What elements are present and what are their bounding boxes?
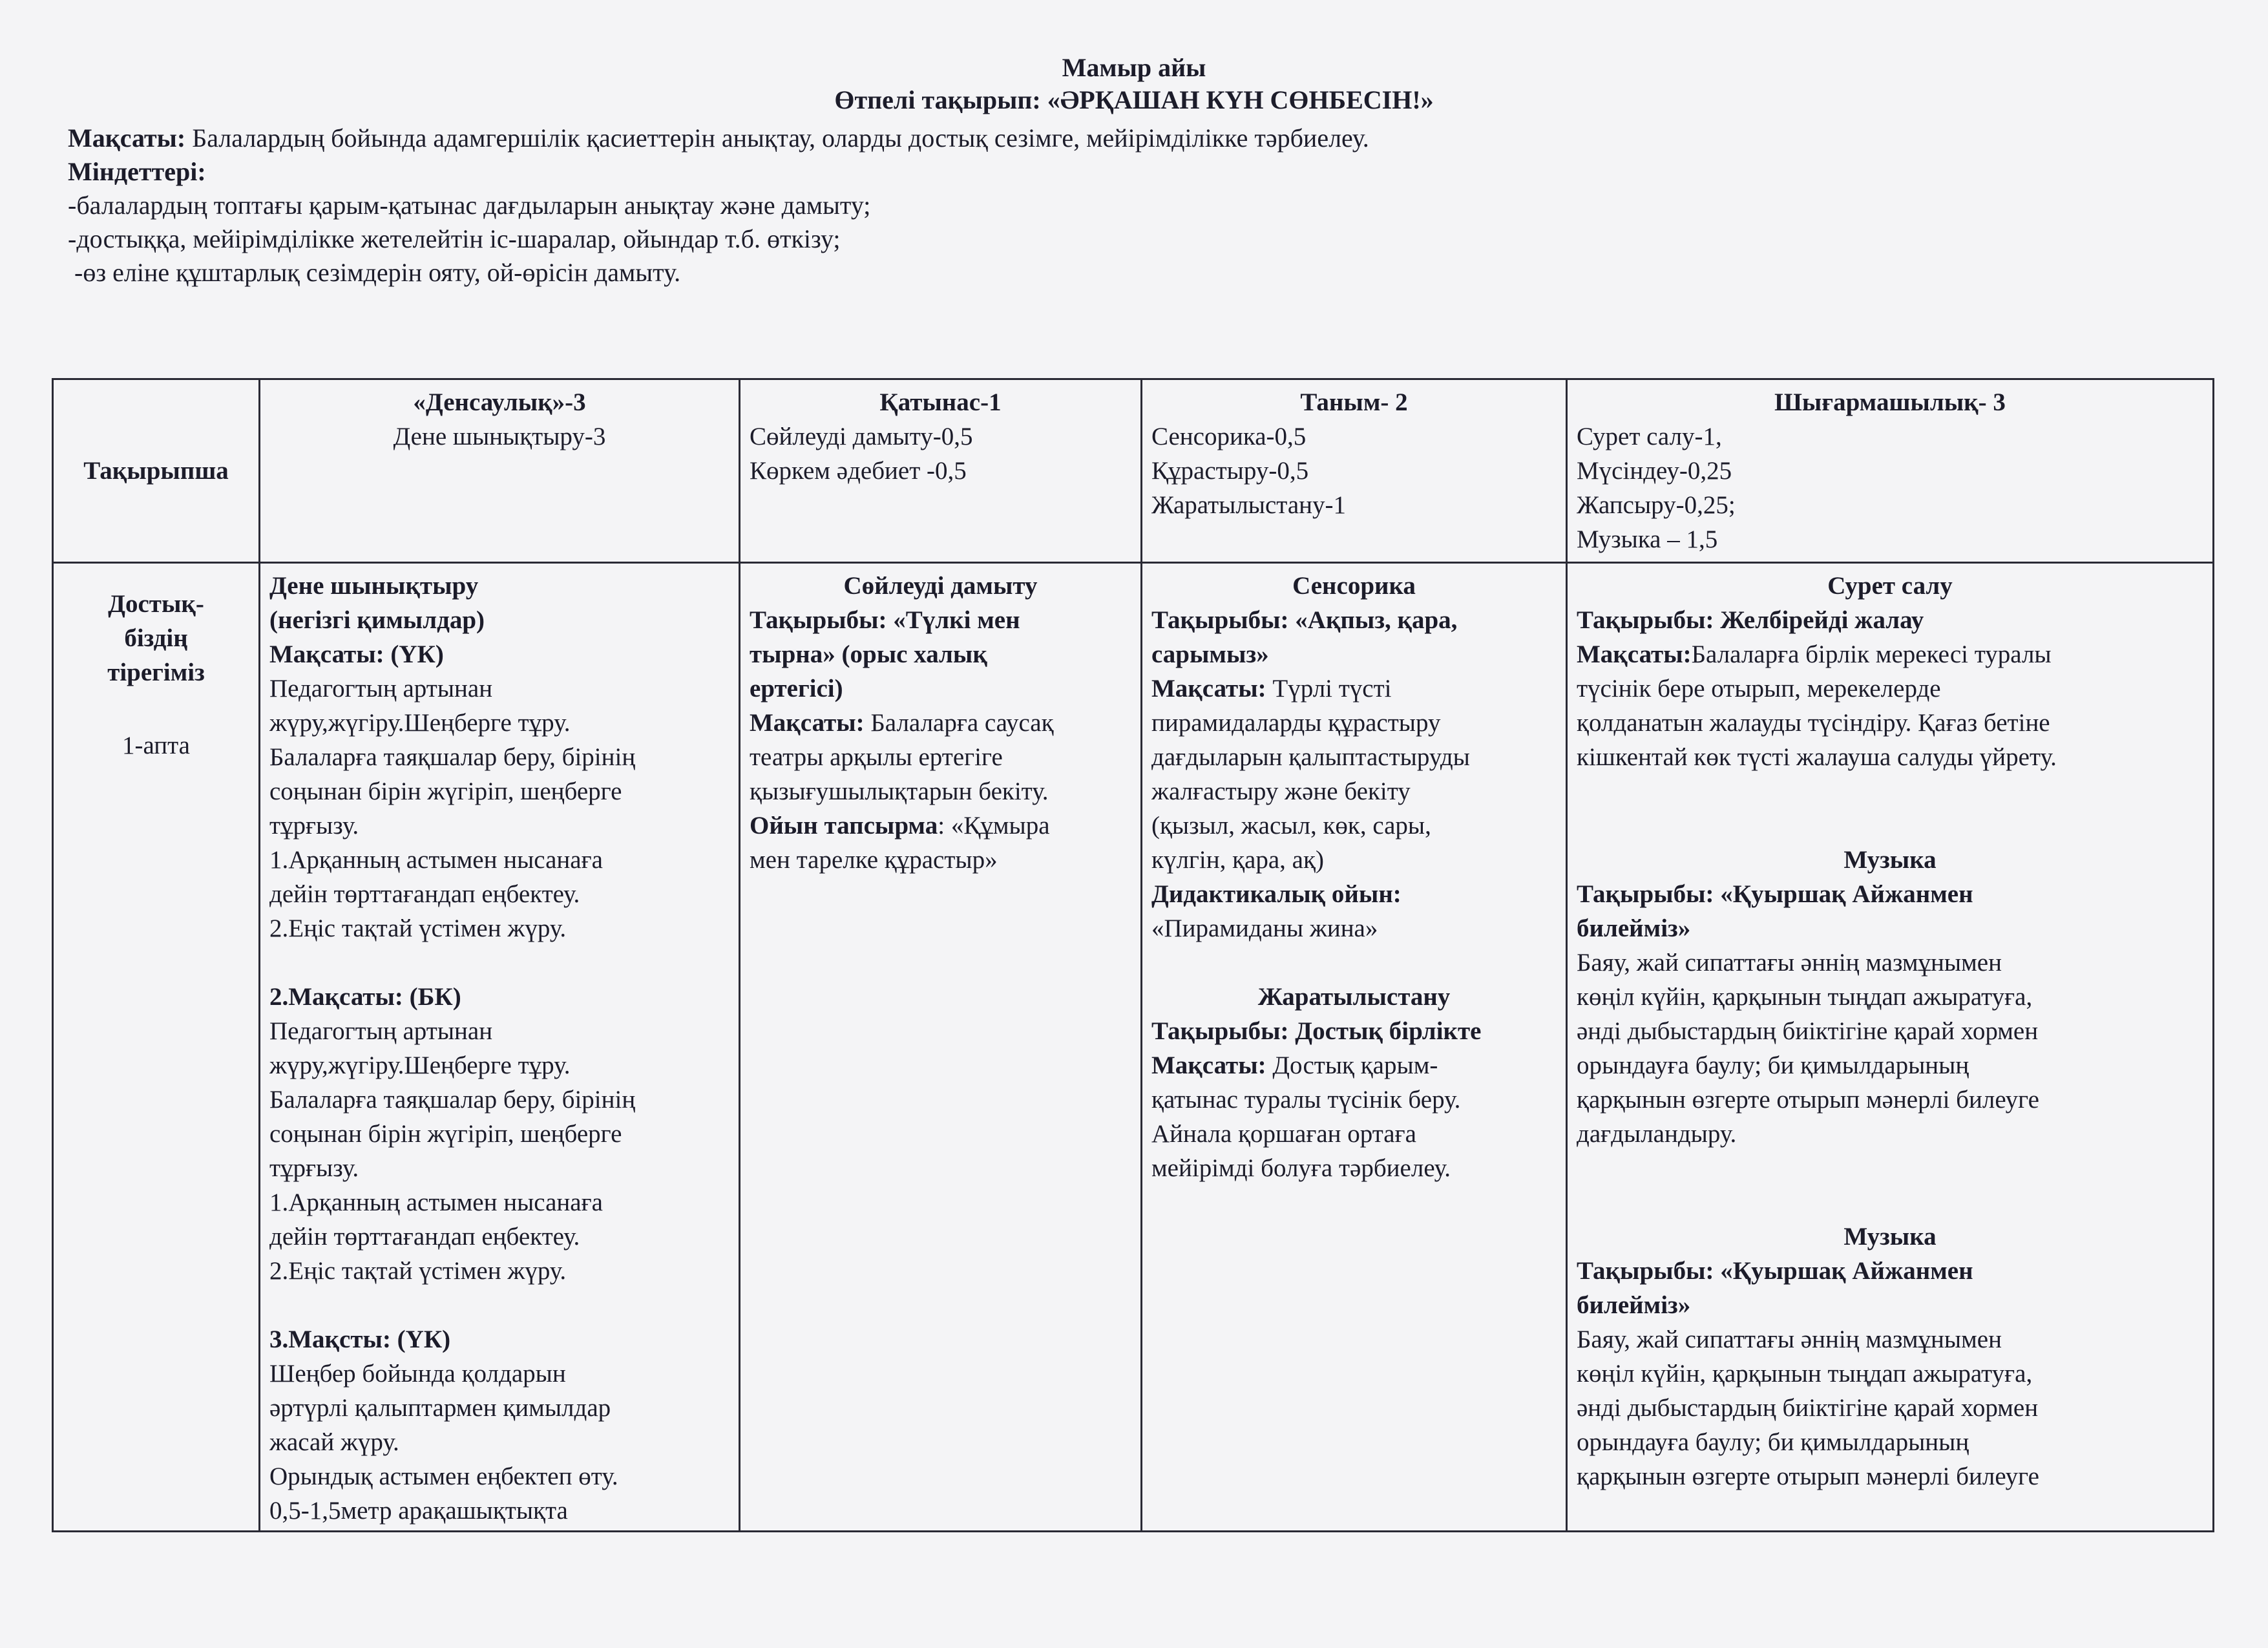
sensory-title: Сенсорика <box>1292 572 1416 600</box>
pe-text-line: жүру,жүгіру.Шеңберге тұру. <box>269 1051 571 1079</box>
header-cell-health <box>260 379 740 563</box>
sensory-goal-line: дағдыларын қалыптастыруды <box>1151 743 1470 771</box>
music-text-line: Баяу, жай сипаттағы әннің мазмұнымен <box>1577 1326 2002 1353</box>
header-health-item: Дене шынықтыру-3 <box>393 423 606 450</box>
month-title: Мамыр айы <box>1062 53 1206 82</box>
music-text-line: әнді дыбыстардың биіктігіне қарай хормен <box>1577 1017 2039 1045</box>
pe-text-line: дейін төрттағандап еңбектеу. <box>269 880 580 908</box>
goal-label: Мақсаты: <box>68 123 186 153</box>
nature-goal-line: қатынас туралы түсінік беру. <box>1151 1086 1461 1114</box>
header-communication-item: Көркем әдебиет -0,5 <box>750 457 967 485</box>
music-text-line: көңіл күйін, қарқынын тыңдап ажыратуға, <box>1577 983 2033 1011</box>
speech-topic-line: тырна» (орыс халық <box>750 640 987 668</box>
header-cognition-title: Таным- 2 <box>1300 388 1408 416</box>
header-creativity-item: Мүсіндеу-0,25 <box>1577 457 1732 485</box>
nature-goal-line: Айнала қоршаған ортаға <box>1151 1120 1416 1148</box>
pe-text-line: 0,5-1,5метр арақашықтықта <box>269 1497 568 1525</box>
pe-text-line: тұрғызу. <box>269 1154 359 1182</box>
music-text-line: дағдыландыру. <box>1577 1120 1737 1148</box>
sensory-goal-line: күлгін, қара, ақ) <box>1151 846 1324 874</box>
header-communication-item: Сөйлеуді дамыту-0,5 <box>750 423 973 450</box>
music-text-line: қарқынын өзгерте отырып мәнерлі билеуге <box>1577 1086 2039 1114</box>
task-item: -балалардың топтағы қарым-қатынас дағдыларын анықтау және дамыту; <box>68 191 871 220</box>
plan-table <box>52 378 2214 1532</box>
music-text-line: орындауға баулу; би қимылдарының <box>1577 1428 1969 1456</box>
pe-title: Дене шынықтыру <box>269 572 479 600</box>
week-label: 1-апта <box>122 732 190 759</box>
pe-text-line: Балаларға таяқшалар беру, бірінің <box>269 1086 636 1114</box>
pe-text-line: әртүрлі қалыптармен қимылдар <box>269 1394 611 1422</box>
body-cell-cognition <box>1142 563 1567 1532</box>
task-item: -өз еліне құштарлық сезімдерін ояту, ой-өрісін дамыту. <box>74 258 681 287</box>
task-item: -достыққа, мейірімділікке жетелейтін іс-шаралар, ойындар т.б. өткізу; <box>68 224 841 253</box>
music-topic-line: Тақырыбы: «Қуыршақ Айжанмен <box>1577 1257 1973 1285</box>
pe-subtitle: (негізгі қимылдар) <box>269 606 485 634</box>
pe-text-line: 1.Арқанның астымен нысанаға <box>269 846 603 874</box>
body-cell-creativity <box>1567 563 2214 1532</box>
header-creativity-item: Жапсыру-0,25; <box>1577 491 1736 519</box>
nature-goal: Мақсаты: Достық қарым- <box>1151 1051 1438 1079</box>
sensory-goal: Мақсаты: Түрлі түсті <box>1151 675 1392 703</box>
body-cell-physical-education <box>260 563 740 1532</box>
nature-title: Жаратылыстану <box>1257 983 1451 1011</box>
header-health-title: «Денсаулық»-3 <box>413 388 586 416</box>
theme-title: Өтпелі тақырып: «ӘРҚАШАН КҮН СӨНБЕСІН!» <box>834 85 1434 114</box>
sensory-goal-line: (қызыл, жасыл, көк, сары, <box>1151 812 1431 840</box>
pe-text-line: жүру,жүгіру.Шеңберге тұру. <box>269 709 571 737</box>
header-creativity-item: Сурет салу-1, <box>1577 423 1722 450</box>
pe-goal-1: Мақсаты: (ҮК) <box>269 640 444 668</box>
subtopic-line: Достық- <box>108 590 204 618</box>
tasks-label: Міндеттері: <box>68 157 206 186</box>
pe-text-line: 2.Еңіс тақтай үстімен жүру. <box>269 1257 567 1285</box>
header-cell-cognition <box>1142 379 1567 563</box>
table-header-row <box>53 379 2214 563</box>
music-title-1: Музыка <box>1843 846 1937 874</box>
body-cell-subtopic <box>53 563 260 1532</box>
header-creativity-title: Шығармашылық- 3 <box>1774 388 2006 416</box>
header-cell-communication <box>740 379 1142 563</box>
music-text-line: көңіл күйін, қарқынын тыңдап ажыратуға, <box>1577 1360 2033 1388</box>
body-cell-speech <box>740 563 1142 1532</box>
table-body-row <box>53 563 2214 1532</box>
speech-goal-line: қызығушылықтарын бекіту. <box>750 777 1049 805</box>
music-topic-line: билейміз» <box>1577 1291 1691 1319</box>
document-header <box>0 52 2268 116</box>
didactic-game-text: «Пирамиданы жина» <box>1151 914 1378 942</box>
pe-text-line: соңынан бірін жүгіріп, шеңберге <box>269 777 622 805</box>
drawing-goal-line: кішкентай көк түсті жалауша салуды үйрету. <box>1577 743 2057 771</box>
goals-section <box>68 121 2136 290</box>
speech-title: Сөйлеуді дамыту <box>843 572 1038 600</box>
header-cell-creativity <box>1567 379 2214 563</box>
drawing-goal-line: қолданатын жалауды түсіндіру. Қағаз бетіне <box>1577 709 2050 737</box>
sensory-goal-line: жалғастыру және бекіту <box>1151 777 1411 805</box>
music-title-2: Музыка <box>1843 1223 1937 1251</box>
music-text-line: қарқынын өзгерте отырып мәнерлі билеуге <box>1577 1463 2039 1490</box>
goal-line <box>68 121 2136 155</box>
pe-text-line: 2.Еңіс тақтай үстімен жүру. <box>269 914 567 942</box>
pe-goal-3: 3.Мақсты: (ҮК) <box>269 1326 451 1353</box>
goal-text: Балалардың бойында адамгершілік қасиеттерін анықтау, оларды достық сезімге, мейірімділікке тәрбиелеу. <box>185 123 1369 153</box>
drawing-goal-line: түсінік бере отырып, мерекелерде <box>1577 675 1941 703</box>
pe-text-line: 1.Арқанның астымен нысанаға <box>269 1188 603 1216</box>
music-topic-line: Тақырыбы: «Қуыршақ Айжанмен <box>1577 880 1973 908</box>
music-topic-line: билейміз» <box>1577 914 1691 942</box>
drawing-topic: Тақырыбы: Желбірейді жалау <box>1577 606 1924 634</box>
speech-topic: Тақырыбы: «Түлкі мен <box>750 606 1020 634</box>
didactic-game-label: Дидактикалық ойын: <box>1151 880 1402 908</box>
pe-text-line: Орындық астымен еңбектеп өту. <box>269 1463 618 1490</box>
header-cell-subtopic: Тақырыпша <box>53 379 260 563</box>
pe-text-line: Педагогтың артынан <box>269 675 493 703</box>
drawing-title: Сурет салу <box>1827 572 1953 600</box>
subtopic-line: тірегіміз <box>107 659 205 686</box>
pe-text-line: Балаларға таяқшалар беру, бірінің <box>269 743 636 771</box>
sensory-goal-line: пирамидаларды құрастыру <box>1151 709 1441 737</box>
sensory-topic-line: сарымыз» <box>1151 640 1269 668</box>
speech-topic-line: ертегісі) <box>750 675 843 703</box>
header-cognition-item: Жаратылыстану-1 <box>1151 491 1346 519</box>
pe-text-line: дейін төрттағандап еңбектеу. <box>269 1223 580 1251</box>
music-text-line: орындауға баулу; би қимылдарының <box>1577 1051 1969 1079</box>
pe-text-line: тұрғызу. <box>269 812 359 840</box>
music-text-line: әнді дыбыстардың биіктігіне қарай хормен <box>1577 1394 2039 1422</box>
pe-goal-2: 2.Мақсаты: (БК) <box>269 983 461 1011</box>
header-cognition-item: Сенсорика-0,5 <box>1151 423 1307 450</box>
music-text-line: Баяу, жай сипаттағы әннің мазмұнымен <box>1577 949 2002 977</box>
pe-text-line: жасай жүру. <box>269 1428 399 1456</box>
header-creativity-item: Музыка – 1,5 <box>1577 525 1718 553</box>
subtopic-line: біздің <box>124 624 188 652</box>
drawing-goal: Мақсаты:Балаларға бірлік мерекесі туралы <box>1577 640 2052 668</box>
speech-game: Ойын тапсырма: «Құмыра <box>750 812 1050 840</box>
pe-text-line: Педагогтың артынан <box>269 1017 493 1045</box>
header-communication-title: Қатынас-1 <box>879 388 1002 416</box>
nature-goal-line: мейірімді болуға тәрбиелеу. <box>1151 1154 1451 1182</box>
header-cognition-item: Құрастыру-0,5 <box>1151 457 1309 485</box>
speech-goal-line: театры арқылы ертегіге <box>750 743 1003 771</box>
pe-text-line: Шеңбер бойында қолдарын <box>269 1360 566 1388</box>
nature-topic: Тақырыбы: Достық бірлікте <box>1151 1017 1482 1045</box>
speech-game-line: мен тарелке құрастыр» <box>750 846 998 874</box>
pe-text-line: соңынан бірін жүгіріп, шеңберге <box>269 1120 622 1148</box>
speech-goal: Мақсаты: Балаларға саусақ <box>750 709 1054 737</box>
sensory-topic-line: Тақырыбы: «Ақпыз, қара, <box>1151 606 1458 634</box>
